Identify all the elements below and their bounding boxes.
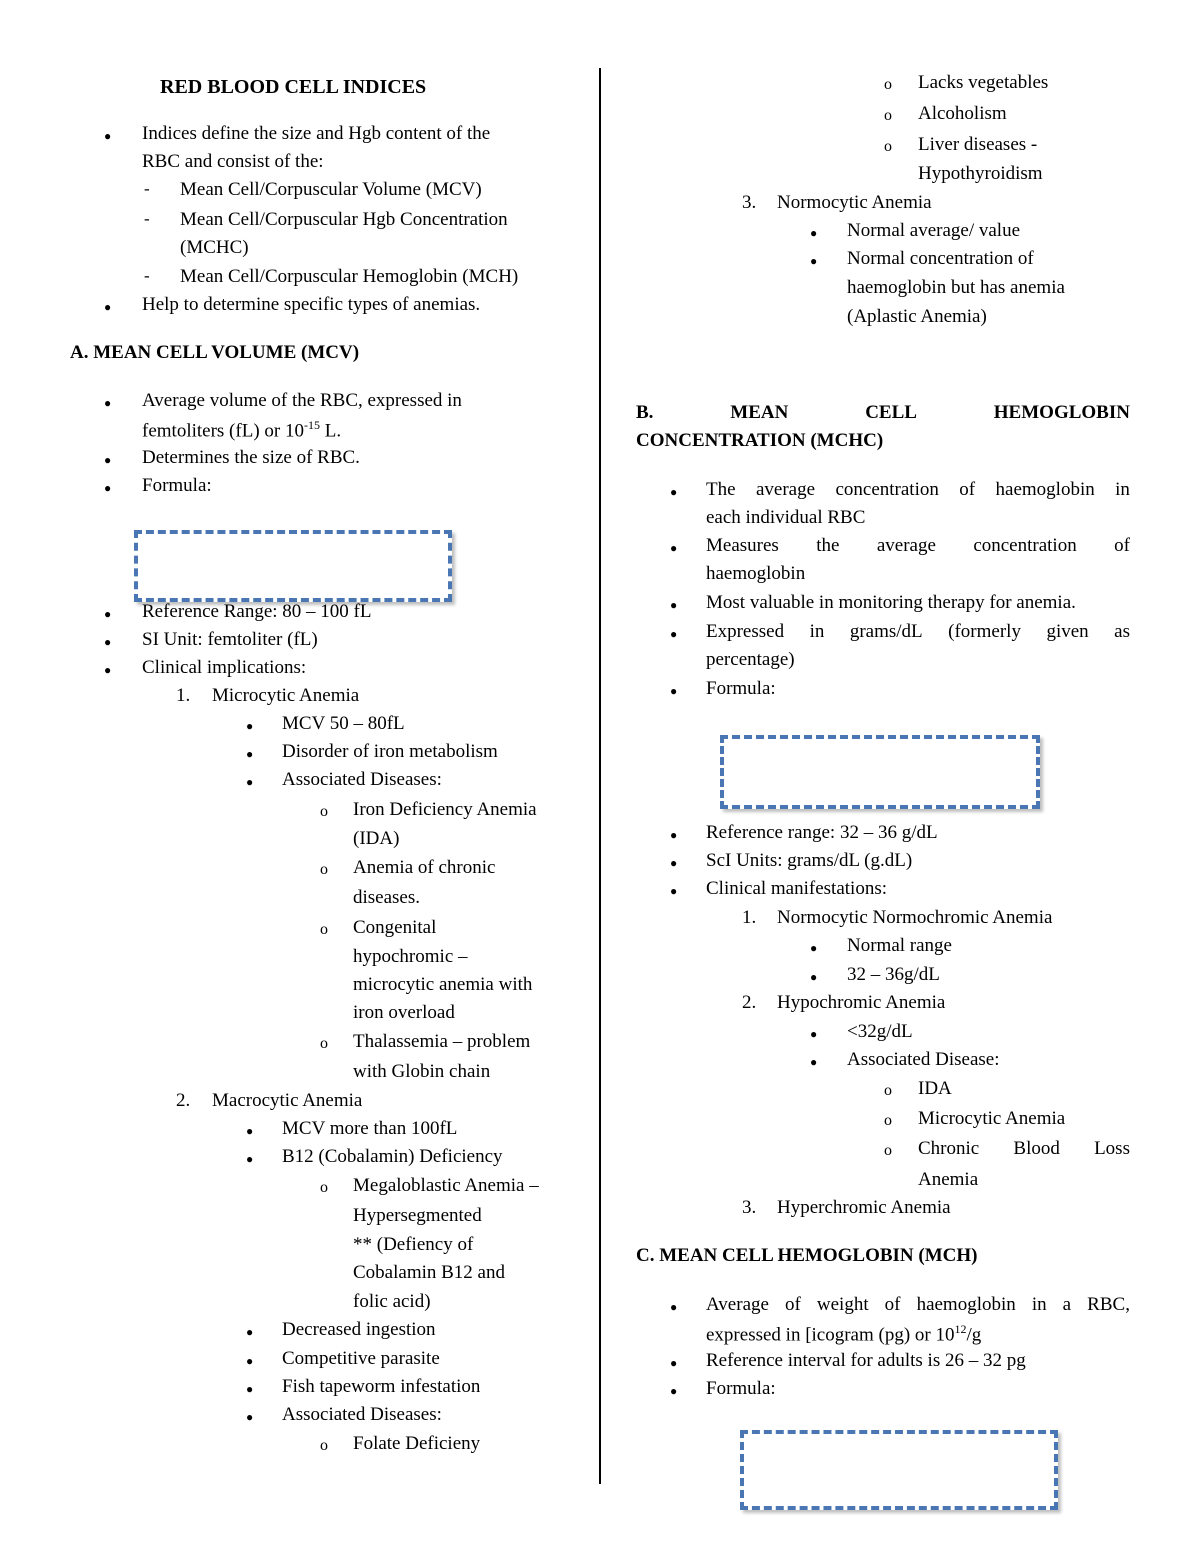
list-item-cont: expressed in [icogram (pg) or $10^{12}/g$: [706, 1322, 982, 1346]
list-item: MCV 50 – 80fL: [282, 713, 405, 734]
bullet-icon: ●: [670, 1356, 678, 1370]
list-item: 32 – 36g/dL: [847, 964, 940, 985]
list-number: 3.: [742, 192, 757, 213]
list-item: Associated Diseases:: [282, 769, 442, 790]
list-number: 1.: [176, 685, 191, 706]
bullet-icon: ●: [246, 775, 254, 789]
list-item: ScI Units: grams/dL (g.dL): [706, 850, 913, 871]
list-item: Expressed in grams/dL (formerly given as: [706, 621, 1130, 642]
list-item: MCV more than 100fL: [282, 1118, 458, 1139]
bullet-icon: ●: [670, 1384, 678, 1398]
numbered-item: Hypochromic Anemia: [777, 992, 946, 1013]
list-item: Formula:: [706, 1378, 776, 1399]
list-item: Associated Diseases:: [282, 1404, 442, 1425]
list-item: Lacks vegetables: [918, 72, 1049, 93]
list-item: Reference range: 32 – 36 g/dL: [706, 822, 938, 843]
bullet-icon: ●: [670, 884, 678, 898]
formula-box-mch: [740, 1430, 1058, 1510]
circle-bullet-icon: o: [884, 1082, 892, 1099]
list-item: Normal average/ value: [847, 220, 1021, 241]
list-item-cont: haemoglobin but has anemia: [847, 277, 1065, 298]
list-item: Liver diseases -: [918, 134, 1038, 155]
list-item: Chronic Blood Loss: [918, 1138, 1130, 1159]
circle-bullet-icon: o: [320, 1437, 328, 1454]
list-item: Normal range: [847, 935, 952, 956]
bullet-icon: ●: [246, 747, 254, 761]
numbered-item: Normocytic Anemia: [777, 192, 932, 213]
bullet-icon: ●: [104, 481, 112, 495]
list-item: SI Unit: femtoliter (fL): [142, 629, 318, 650]
bullet-icon: ●: [810, 254, 818, 268]
list-number: 1.: [742, 907, 757, 928]
list-item-cont: each individual RBC: [706, 507, 866, 528]
list-item-cont: folic acid): [353, 1291, 431, 1312]
list-item: Reference interval for adults is 26 – 32 pg: [706, 1350, 1026, 1371]
bullet-icon: ●: [670, 541, 678, 555]
circle-bullet-icon: o: [884, 1142, 892, 1159]
section-heading-mchc: B. MEAN CELL HEMOGLOBIN: [636, 402, 1130, 423]
bullet-icon: ●: [670, 485, 678, 499]
dash-icon: -: [144, 179, 150, 198]
circle-bullet-icon: o: [320, 921, 328, 938]
list-item: The average concentration of haemoglobin in: [706, 479, 1130, 500]
bullet-icon: ●: [246, 719, 254, 733]
list-item: Determines the size of RBC.: [142, 447, 360, 468]
list-number: 2.: [742, 992, 757, 1013]
dash-icon: -: [144, 266, 150, 285]
list-item: Associated Disease:: [847, 1049, 1000, 1070]
list-item: Anemia of chronic: [353, 857, 496, 878]
list-item: Iron Deficiency Anemia: [353, 799, 537, 820]
bullet-icon: ●: [670, 627, 678, 641]
list-item: Congenital: [353, 917, 437, 938]
list-item-cont: Cobalamin B12 and: [353, 1262, 505, 1283]
list-item-cont: with Globin chain: [353, 1061, 491, 1082]
bullet-icon: ●: [670, 856, 678, 870]
list-item: Alcoholism: [918, 103, 1007, 124]
bullet-icon: ●: [104, 635, 112, 649]
page-title: RED BLOOD CELL INDICES: [160, 76, 427, 98]
list-item: Measures the average concentration of: [706, 535, 1130, 556]
list-item-cont: (MCHC): [180, 237, 249, 258]
section-heading-mcv: A. MEAN CELL VOLUME (MCV): [70, 342, 360, 363]
list-item-cont: Hypersegmented: [353, 1205, 482, 1226]
bullet-icon: ●: [810, 970, 818, 984]
list-item: Competitive parasite: [282, 1348, 440, 1369]
list-item: IDA: [918, 1078, 952, 1099]
list-item: Fish tapeworm infestation: [282, 1376, 481, 1397]
section-heading-mch: C. MEAN CELL HEMOGLOBIN (MCH): [636, 1245, 978, 1266]
bullet-icon: ●: [670, 598, 678, 612]
list-item: Normal concentration of: [847, 248, 1034, 269]
formula-box-mchc: [720, 735, 1040, 809]
list-item: Most valuable in monitoring therapy for anemia.: [706, 592, 1076, 613]
list-item: Mean Cell/Corpuscular Hgb Concentration: [180, 209, 508, 230]
list-item-cont: RBC and consist of the:: [142, 151, 324, 172]
list-item: Average volume of the RBC, expressed in: [142, 390, 462, 411]
dash-icon: -: [144, 209, 150, 228]
bullet-icon: ●: [246, 1152, 254, 1166]
list-item-cont: haemoglobin: [706, 563, 806, 584]
list-item: Mean Cell/Corpuscular Hemoglobin (MCH): [180, 266, 519, 287]
list-item-cont: percentage): [706, 649, 795, 670]
circle-bullet-icon: o: [320, 803, 328, 820]
circle-bullet-icon: o: [320, 861, 328, 878]
bullet-icon: ●: [810, 1027, 818, 1041]
list-item-cont: femtoliters (fL) or $10^{-15}$ L.: [142, 418, 342, 442]
column-divider: [599, 68, 601, 1484]
list-item: Average of weight of haemoglobin in a RBC,: [706, 1294, 1130, 1315]
list-item-cont: Anemia: [918, 1169, 979, 1190]
circle-bullet-icon: o: [884, 138, 892, 155]
list-item: Formula:: [142, 475, 212, 496]
circle-bullet-icon: o: [320, 1035, 328, 1052]
list-item-cont: (IDA): [353, 828, 400, 849]
list-number: 2.: [176, 1090, 191, 1111]
bullet-icon: ●: [246, 1382, 254, 1396]
list-item: Help to determine specific types of anemias.: [142, 294, 481, 315]
list-item-cont: diseases.: [353, 887, 421, 908]
list-number: 3.: [742, 1197, 757, 1218]
bullet-icon: ●: [670, 684, 678, 698]
bullet-icon: ●: [670, 1300, 678, 1314]
list-item: Folate Deficieny: [353, 1433, 481, 1454]
list-item: Formula:: [706, 678, 776, 699]
bullet-icon: ●: [104, 663, 112, 677]
bullet-icon: ●: [810, 1055, 818, 1069]
numbered-item: Hyperchromic Anemia: [777, 1197, 951, 1218]
bullet-icon: ●: [810, 941, 818, 955]
list-item: Clinical implications:: [142, 657, 307, 678]
list-item-cont: hypochromic –: [353, 946, 468, 967]
circle-bullet-icon: o: [884, 76, 892, 93]
list-item-cont: iron overload: [353, 1002, 455, 1023]
list-item: Megaloblastic Anemia –: [353, 1175, 539, 1196]
list-item: Indices define the size and Hgb content of the: [142, 123, 491, 144]
list-item-cont: Hypothyroidism: [918, 163, 1043, 184]
numbered-item: Macrocytic Anemia: [212, 1090, 363, 1111]
bullet-icon: ●: [246, 1124, 254, 1138]
circle-bullet-icon: o: [884, 107, 892, 124]
bullet-icon: ●: [104, 300, 112, 314]
numbered-item: Microcytic Anemia: [212, 685, 360, 706]
list-item: B12 (Cobalamin) Deficiency: [282, 1146, 503, 1167]
bullet-icon: ●: [104, 607, 112, 621]
numbered-item: Normocytic Normochromic Anemia: [777, 907, 1053, 928]
list-item-cont: (Aplastic Anemia): [847, 306, 987, 327]
list-item-cont: ** (Defiency of: [353, 1234, 474, 1255]
list-item: Mean Cell/Corpuscular Volume (MCV): [180, 179, 482, 200]
list-item: Microcytic Anemia: [918, 1108, 1066, 1129]
bullet-icon: ●: [246, 1410, 254, 1424]
list-item-cont: microcytic anemia with: [353, 974, 533, 995]
list-item: Reference Range: 80 – 100 fL: [142, 601, 372, 622]
circle-bullet-icon: o: [320, 1179, 328, 1196]
bullet-icon: ●: [246, 1325, 254, 1339]
list-item: Clinical manifestations:: [706, 878, 887, 899]
bullet-icon: ●: [104, 129, 112, 143]
list-item: Decreased ingestion: [282, 1319, 436, 1340]
bullet-icon: ●: [104, 453, 112, 467]
circle-bullet-icon: o: [884, 1112, 892, 1129]
bullet-icon: ●: [246, 1354, 254, 1368]
formula-box-mcv: [134, 530, 452, 602]
list-item: Thalassemia – problem: [353, 1031, 531, 1052]
list-item: Disorder of iron metabolism: [282, 741, 498, 762]
bullet-icon: ●: [810, 226, 818, 240]
list-item: <32g/dL: [847, 1021, 913, 1042]
bullet-icon: ●: [104, 396, 112, 410]
section-heading-mchc-cont: CONCENTRATION (MCHC): [636, 430, 884, 451]
bullet-icon: ●: [670, 828, 678, 842]
